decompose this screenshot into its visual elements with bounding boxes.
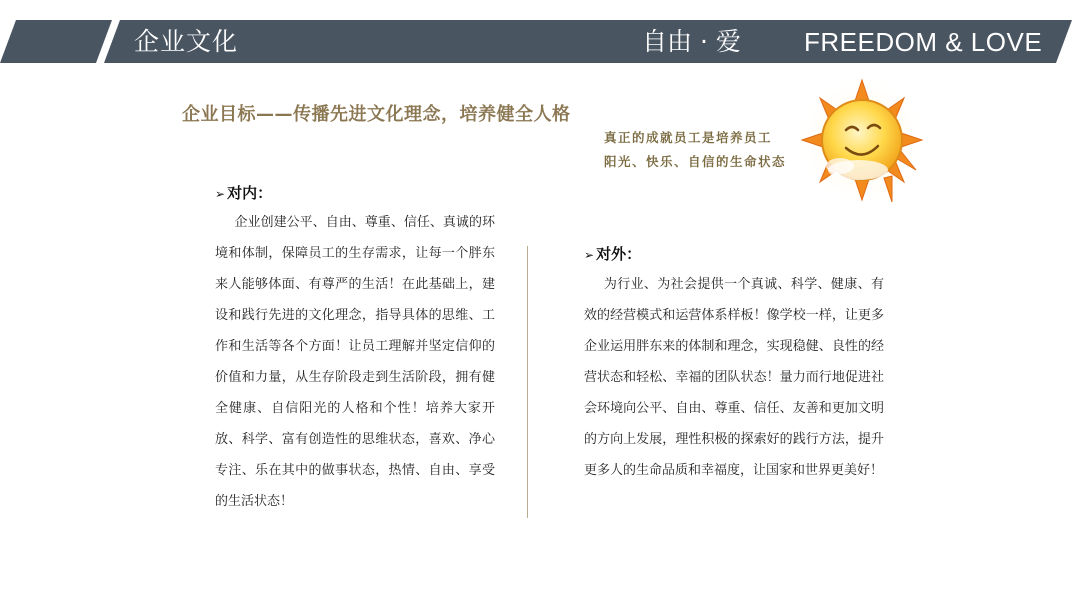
goal-heading: 企业目标——传播先进文化理念，培养健全人格 (182, 104, 571, 125)
inner-paragraph (215, 207, 495, 517)
page-title: 企业文化 (134, 27, 239, 56)
header-motto-en: FREEDOM & LOVE (804, 27, 1043, 57)
smiling-sun-icon (796, 78, 934, 216)
sun-quote-line2: 阳光、快乐、自信的生命状态 (604, 154, 787, 169)
header-accent-block (0, 20, 112, 63)
outer-heading (584, 243, 641, 264)
outer-paragraph-text: 为行业、为社会提供一个真诚、科学、健康、有效的经营模式和运营体系样板！像学校一样，让更多企业运用胖东来的体制和理念，实现稳健、良性的经营状态和轻松、幸福的团队状态！量力而行地促进社会环境向公平、自由、尊重、信任、友善和更加文明的方向上发展，理性积极的探索好的践行方法，提升更多人的生命品质和幸福度，让国家和世界更美好！ (584, 277, 884, 478)
outer-paragraph (584, 269, 884, 486)
inner-heading (215, 182, 272, 203)
sun-quote (604, 126, 786, 174)
sun-quote-line1: 真正的成就员工是培养员工 (604, 130, 773, 145)
inner-heading-label: 对内： (227, 184, 273, 202)
outer-heading-label: 对外： (596, 245, 642, 263)
column-divider (527, 246, 528, 518)
header-motto: 自由 · 爱 (642, 27, 741, 56)
arrow-bullet-icon: ➢ (584, 248, 595, 262)
inner-paragraph-text: 企业创建公平、自由、尊重、信任、真诚的环境和体制，保障员工的生存需求，让每一个胖东来人能够体面、有尊严的生活！在此基础上，建设和践行先进的文化理念，指导具体的思维、工作和生活等各个方面！让员工理解并坚定信仰的价值和力量，从生存阶段走到生活阶段，拥有健全健康、自信阳光的人格和个性！培养大家开放、科学、富有创造性的思维状态，喜欢、净心专注、乐在其中的做事状态，热情、自由、享受的生活状态！ (215, 215, 495, 509)
arrow-bullet-icon: ➢ (215, 187, 226, 201)
